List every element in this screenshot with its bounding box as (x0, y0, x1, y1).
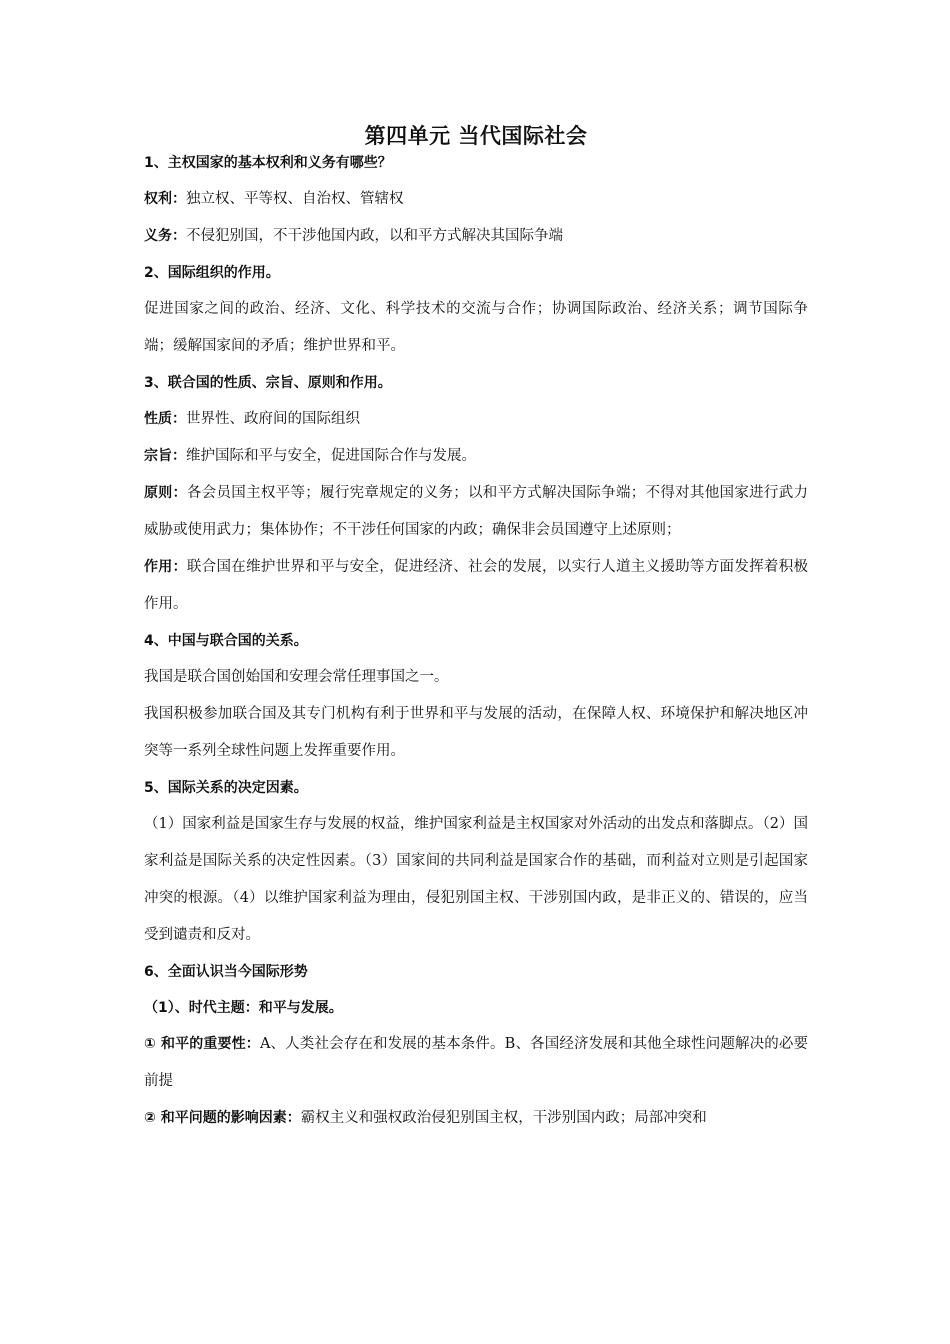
document-title: 第四单元 当代国际社会 (364, 124, 588, 148)
peace-importance-line (144, 1026, 808, 1100)
section-2-heading: 2、国际组织的作用。 (144, 265, 280, 281)
peace-factors-label: ② 和平问题的影响因素： (144, 1110, 301, 1126)
section-4 (144, 623, 808, 770)
role-text: 联合国在维护世界和平与安全，促进经济、社会的发展，以实行人道主义援助等方面发挥着积极作用。 (144, 559, 809, 612)
peace-factors-line (144, 1100, 808, 1137)
section-5-text: （1）国家利益是国家生存与发展的权益，维护国家利益是主权国家对外活动的出发点和落脚点。（2）国家利益是国际关系的决定性因素。（3）国家间的共同利益是国家合作的基础，而利益对立则是引起国家冲突的根源。（4）以维护国家利益为理由，侵犯别国主权、干涉别国内政，是非正义的、错误的，应当受到谴责和反对。 (144, 816, 808, 943)
section-6 (144, 954, 808, 1137)
duties-text: 不侵犯别国，不干涉他国内政，以和平方式解决其国际争端 (186, 228, 563, 244)
nature-label: 性质： (144, 411, 186, 427)
section-4-text-2: 我国积极参加联合国及其专门机构有利于世界和平与发展的活动，在保障人权、环境保护和解决地区冲突等一系列全球性问题上发挥重要作用。 (144, 706, 808, 759)
section-5 (144, 770, 808, 954)
purpose-text: 维护国际和平与安全，促进国际合作与发展。 (186, 448, 476, 464)
rights-label: 权利： (144, 191, 186, 207)
section-2 (144, 255, 808, 365)
role-line (144, 549, 808, 623)
section-5-heading: 5、国际关系的决定因素。 (144, 780, 308, 796)
document-page (144, 120, 808, 1137)
peace-factors-text: 霸权主义和强权政治侵犯别国主权，干涉别国内政；局部冲突和 (300, 1110, 707, 1126)
nature-line (144, 401, 808, 438)
section-6-heading: 6、全面认识当今国际形势 (144, 964, 308, 980)
duties-line (144, 218, 808, 255)
purpose-label: 宗旨： (144, 448, 186, 464)
section-4-heading: 4、中国与联合国的关系。 (144, 633, 308, 649)
principle-line (144, 475, 808, 549)
principle-text: 各会员国主权平等；履行宪章规定的义务；以和平方式解决国际争端；不得对其他国家进行武力威胁或使用武力；集体协作；不干涉任何国家的内政；确保非会员国遵守上述原则； (144, 485, 809, 538)
rights-line (144, 181, 808, 218)
purpose-line (144, 438, 808, 475)
section-6-subheading: （1）、时代主题：和平与发展。 (144, 1000, 343, 1016)
section-4-text-1: 我国是联合国创始国和安理会常任理事国之一。 (144, 669, 449, 685)
section-3-heading: 3、联合国的性质、宗旨、原则和作用。 (144, 375, 392, 391)
section-1-heading: 1、主权国家的基本权利和义务有哪些？ (144, 155, 392, 171)
section-3 (144, 365, 808, 623)
peace-importance-label: ① 和平的重要性： (144, 1036, 260, 1052)
duties-label: 义务： (144, 228, 186, 244)
rights-text: 独立权、平等权、自治权、管辖权 (186, 191, 404, 207)
peace-importance-text: A、人类社会存在和发展的基本条件。B、各国经济发展和其他全球性问题解决的必要前提 (144, 1036, 809, 1089)
section-1 (144, 152, 808, 255)
section-2-text: 促进国家之间的政治、经济、文化、科学技术的交流与合作；协调国际政治、经济关系；调节国际争端；缓解国家间的矛盾；维护世界和平。 (144, 301, 808, 354)
nature-text: 世界性、政府间的国际组织 (186, 411, 360, 427)
role-label: 作用： (144, 559, 187, 575)
principle-label: 原则： (144, 485, 187, 501)
